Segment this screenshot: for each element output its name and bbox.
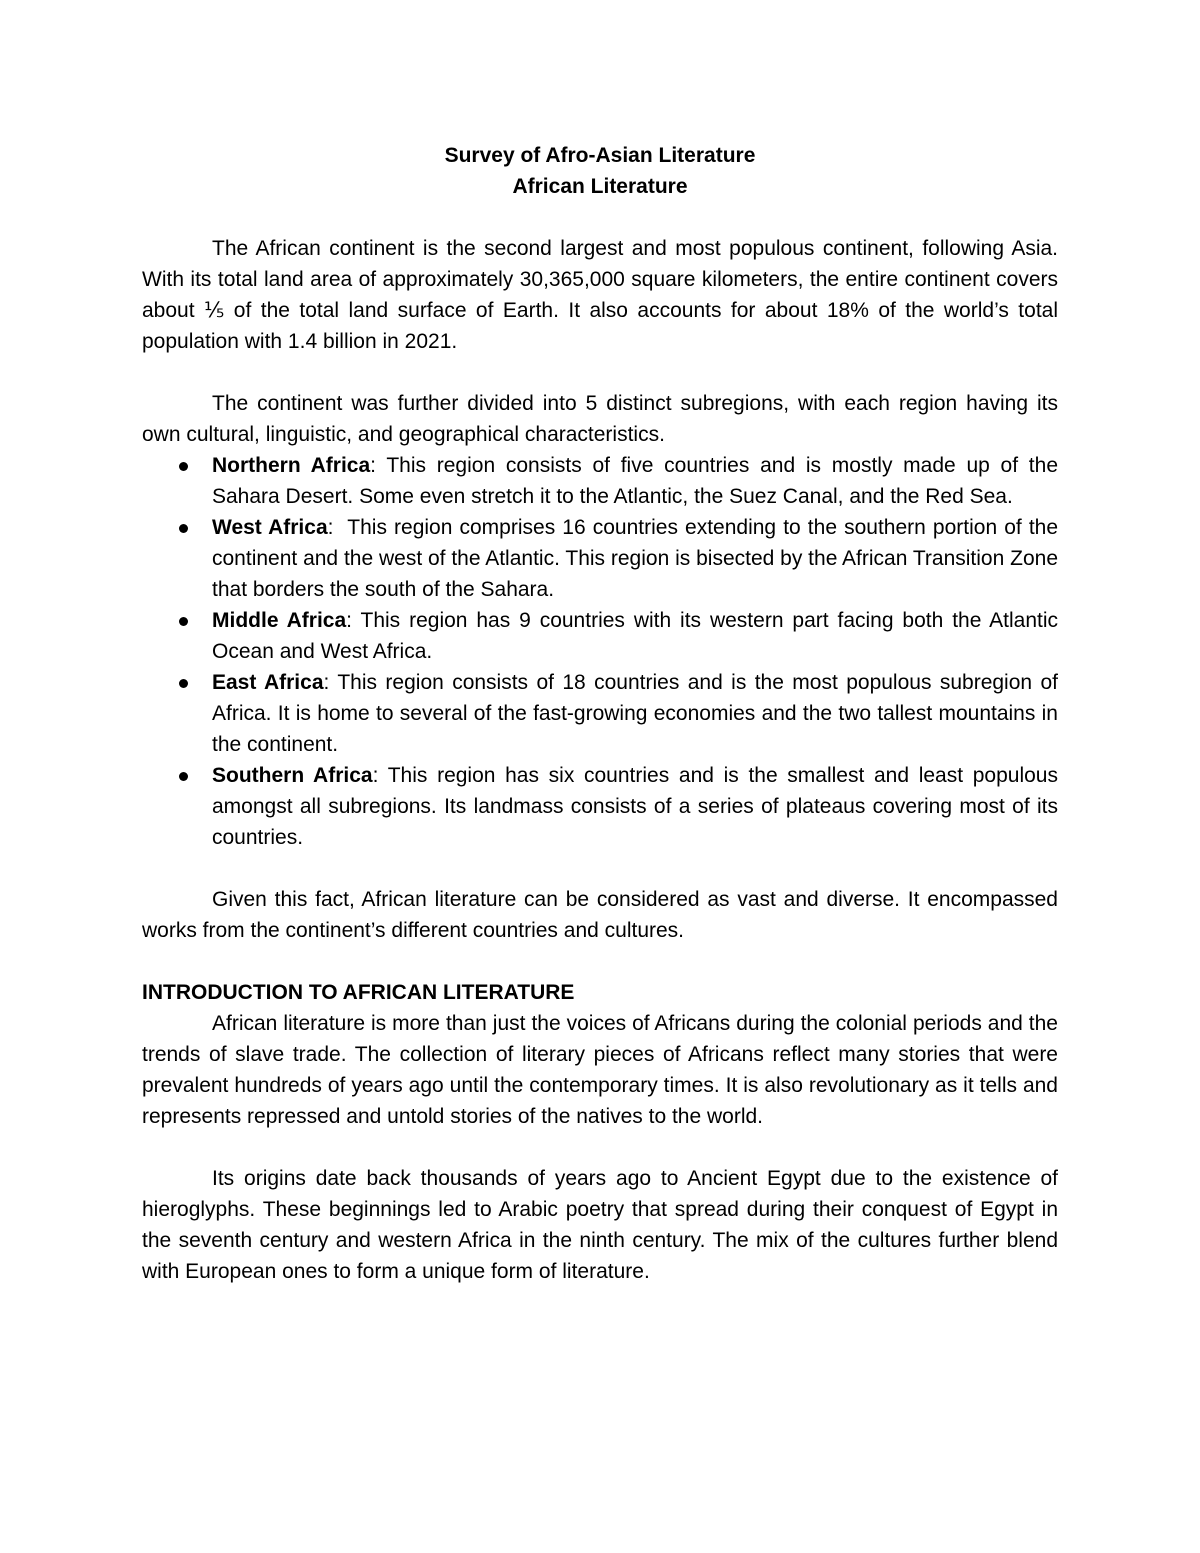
list-item-east-africa [142, 667, 1058, 760]
section-heading-introduction: INTRODUCTION TO AFRICAN LITERATURE [142, 981, 575, 1004]
bullet-icon [179, 679, 188, 688]
region-description: : This region comprises 16 countries extending to the southern portion of the continent and the west of the Atlantic. This region is bisected by the African Transition Zone that borders the south of the Sahara. [212, 516, 1064, 601]
paragraph-literature-origins: Its origins date back thousands of years ago to Ancient Egypt due to the existence of hieroglyphs. These beginnings led to Arabic poetry that spread during their conquest of Egypt in the seventh century and western Africa in the ninth century. The mix of the cultures further blend with European ones to form a unique form of literature. [142, 1167, 1058, 1283]
document-title: Survey of Afro-Asian Literature [444, 144, 756, 167]
region-name: East Africa [212, 671, 324, 694]
spacer [142, 853, 1058, 884]
paragraph-continent-overview: The African continent is the second largest and most populous continent, following Asia. With its total land area of approximately 30,365,000 square kilometers, the entire continent covers about ⅕ of the total land surface of Earth. It also accounts for about 18% of the world’s total population with 1.4 billion in 2021. [142, 237, 1058, 353]
paragraph-literature-intro: African literature is more than just the voices of Africans during the colonial periods and the trends of slave trade. The collection of literary pieces of Africans reflect many stories that were prevalent hundreds of years ago until the contemporary times. It is also revolutionary as it tells and represents repressed and untold stories of the natives to the world. [142, 1012, 1058, 1128]
region-description: : This region consists of 18 countries and is the most populous subregion of Africa. It is home to several of the fast-growing economies and the two tallest mountains in the continent. [212, 671, 1058, 756]
region-name: Northern Africa [212, 454, 371, 477]
bullet-icon [179, 772, 188, 781]
paragraph-subregions-intro: The continent was further divided into 5 distinct subregions, with each region having its own cultural, linguistic, and geographical characteristics. [142, 392, 1058, 446]
region-description: : This region has six countries and is the smallest and least populous amongst all subregions. Its landmass consists of a series of plateaus covering most of its countries. [212, 764, 1058, 849]
region-description: : This region consists of five countries and is mostly made up of the Sahara Desert. Some even stretch it to the Atlantic, the Suez Canal, and the Red Sea. [212, 454, 1058, 508]
region-name: West Africa [212, 516, 328, 539]
title-block [142, 140, 1058, 202]
list-item-northern-africa [142, 450, 1058, 512]
spacer [142, 202, 1058, 233]
bullet-icon [179, 524, 188, 533]
spacer [142, 946, 1058, 977]
region-name: Southern Africa [212, 764, 373, 787]
region-name: Middle Africa [212, 609, 347, 632]
region-description: : This region has 9 countries with its western part facing both the Atlantic Ocean and West Africa. [212, 609, 1058, 663]
document-page [142, 140, 1064, 1287]
spacer [142, 1132, 1058, 1163]
bullet-icon [179, 462, 188, 471]
subregion-list [142, 450, 1064, 853]
list-item-southern-africa [142, 760, 1058, 853]
spacer [142, 357, 1058, 388]
list-item-middle-africa [142, 605, 1058, 667]
paragraph-literature-diversity: Given this fact, African literature can be considered as vast and diverse. It encompassed works from the continent’s different countries and cultures. [142, 888, 1058, 942]
document-subtitle: African Literature [512, 175, 688, 198]
list-item-west-africa [142, 512, 1064, 605]
bullet-icon [179, 617, 188, 626]
